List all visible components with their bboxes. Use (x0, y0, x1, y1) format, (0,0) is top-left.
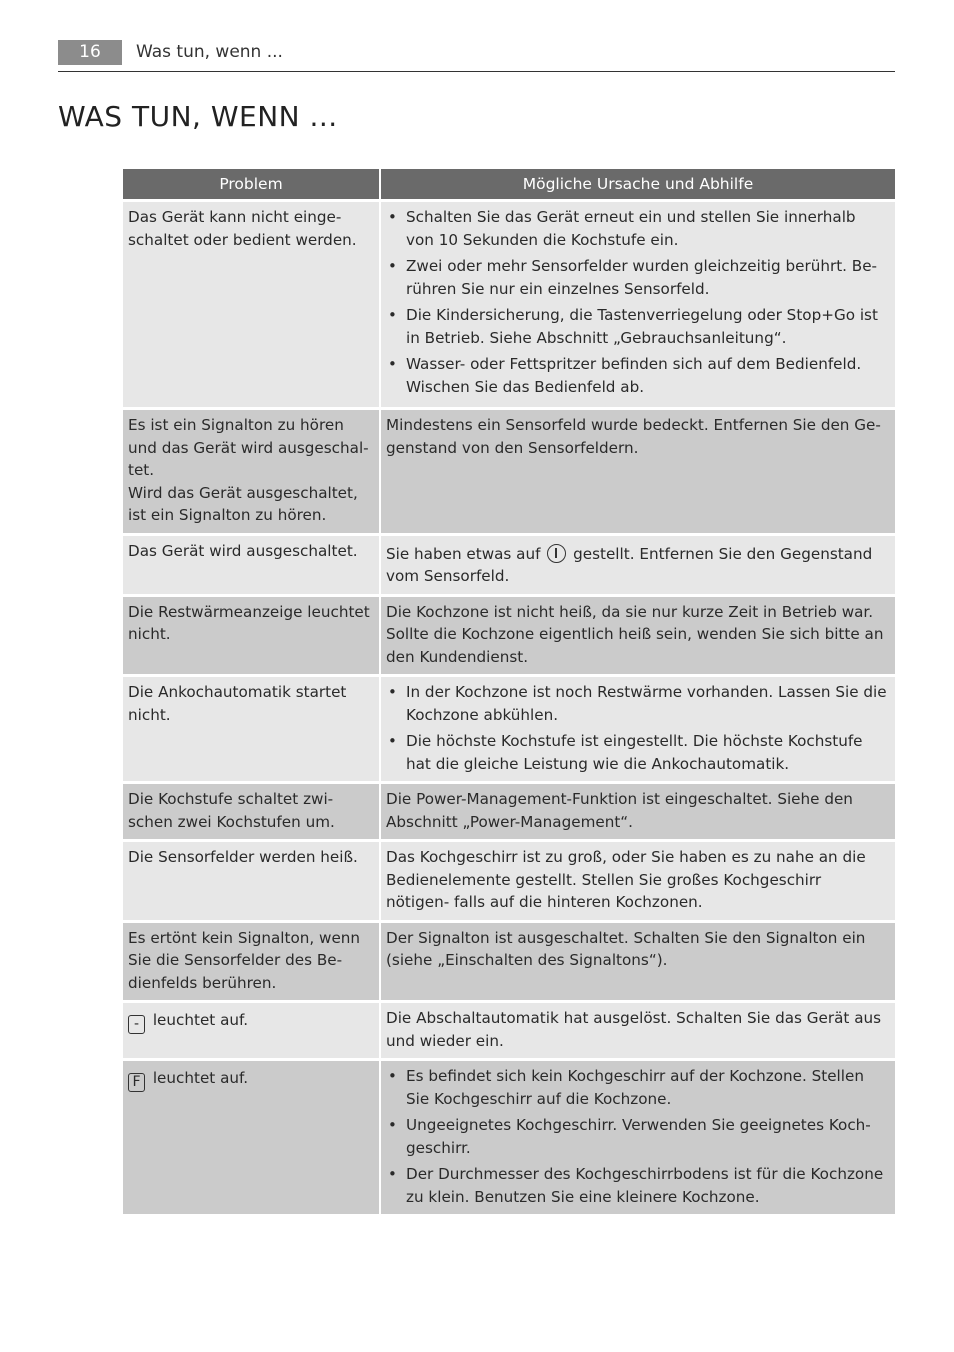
list-item: • Die Kindersicherung, die Tastenverriegelung oder Stop+Go ist in Betrieb. Siehe Abschnitt „Gebrauchsanleitung“. (386, 304, 887, 349)
list-item: • Der Durchmesser des Kochgeschirrbodens ist für die Kochzone zu klein. Benutzen Sie eine kleinere Kochzone. (386, 1163, 887, 1208)
solution-cell: Das Kochgeschirr ist zu groß, oder Sie haben es zu nahe an die Bedienelemente gestellt. Stellen Sie großes Kochgeschirr nötigen- falls auf die hinteren Kochzonen. (381, 842, 895, 920)
problem-text: leuchtet auf. (152, 1069, 249, 1087)
problem-line: Es ist ein Signalton zu hören und das Gerät wird ausgeschal- tet. (128, 416, 369, 479)
table-row (123, 1003, 895, 1058)
table-row (123, 923, 895, 1001)
list-item: • Zwei oder mehr Sensorfelder wurden gleichzeitig berührt. Be- rühren Sie nur ein einzelnes Sensorfeld. (386, 255, 887, 300)
problem-cell: Das Gerät wird ausgeschaltet. (123, 536, 379, 594)
solution-cell: Die Kochzone ist nicht heiß, da sie nur kurze Zeit in Betrieb war. Sollte die Kochzone eigentlich heiß sein, wenden Sie sich bitte an den Kundendienst. (381, 597, 895, 675)
list-item: • In der Kochzone ist noch Restwärme vorhanden. Lassen Sie die Kochzone abkühlen. (386, 681, 887, 726)
problem-cell: Die Kochstufe schaltet zwi- schen zwei Kochstufen um. (123, 784, 379, 839)
problem-cell (123, 1061, 379, 1214)
page-number: 16 (58, 40, 122, 65)
table-row (123, 202, 895, 407)
page-title: WAS TUN, WENN ... (58, 100, 338, 133)
list-item: • Schalten Sie das Gerät erneut ein und stellen Sie innerhalb von 10 Sekunden die Kochstufe ein. (386, 206, 887, 251)
dash-display-symbol: - (128, 1015, 145, 1034)
problem-text: leuchtet auf. (152, 1011, 249, 1029)
table-row (123, 597, 895, 675)
table-row (123, 677, 895, 781)
table-row (123, 410, 895, 533)
solution-cell (381, 677, 895, 781)
problem-cell: Das Gerät kann nicht einge- schaltet oder bedient werden. (123, 202, 379, 407)
solution-list (386, 1065, 887, 1208)
solution-cell: Die Abschaltautomatik hat ausgelöst. Schalten Sie das Gerät aus und wieder ein. (381, 1003, 895, 1058)
solution-text-after: gestellt. Entfernen Sie den Gegenstand vom Sensorfeld. (386, 544, 873, 585)
power-icon (547, 544, 566, 563)
solution-list (386, 206, 887, 398)
list-item: • Es befindet sich kein Kochgeschirr auf der Kochzone. Stellen Sie Kochgeschirr auf die Kochzone. (386, 1065, 887, 1110)
column-header-solution: Mögliche Ursache und Abhilfe (381, 169, 895, 199)
solution-cell: Die Power-Management-Funktion ist eingeschaltet. Siehe den Abschnitt „Power-Management“. (381, 784, 895, 839)
column-header-problem: Problem (123, 169, 379, 199)
f-display-symbol: F (128, 1073, 145, 1092)
table-row (123, 536, 895, 594)
list-item: • Wasser- oder Fettspritzer befinden sich auf dem Bedienfeld. Wischen Sie das Bedienfeld ab. (386, 353, 887, 398)
problem-cell: Die Ankochautomatik startet nicht. (123, 677, 379, 781)
table-row (123, 842, 895, 920)
problem-cell (123, 410, 379, 533)
problem-cell (123, 1003, 379, 1058)
problem-cell: Es ertönt kein Signalton, wenn Sie die Sensorfelder des Be- dienfelds berühren. (123, 923, 379, 1001)
troubleshooting-table (121, 166, 897, 1217)
table-header-row (123, 169, 895, 199)
solution-cell: Mindestens ein Sensorfeld wurde bedeckt. Entfernen Sie den Ge- genstand von den Sensorfeldern. (381, 410, 895, 533)
running-title: Was tun, wenn ... (136, 42, 283, 62)
solution-cell (381, 536, 895, 594)
list-item: • Ungeeignetes Kochgeschirr. Verwenden Sie geeignetes Koch- geschirr. (386, 1114, 887, 1159)
problem-line: Wird das Gerät ausgeschaltet, ist ein Signalton zu hören. (128, 483, 358, 524)
solution-text-before: Sie haben etwas auf (386, 544, 541, 563)
page-header (58, 40, 895, 72)
solution-list (386, 681, 887, 775)
table-row (123, 784, 895, 839)
table-row (123, 1061, 895, 1214)
problem-cell: Die Restwärmeanzeige leuchtet nicht. (123, 597, 379, 675)
solution-cell (381, 202, 895, 407)
list-item: • Die höchste Kochstufe ist eingestellt. Die höchste Kochstufe hat die gleiche Leistung wie die Ankochautomatik. (386, 730, 887, 775)
problem-cell: Die Sensorfelder werden heiß. (123, 842, 379, 920)
solution-cell: Der Signalton ist ausgeschaltet. Schalten Sie den Signalton ein (siehe „Einschalten des Signaltons“). (381, 923, 895, 1001)
solution-cell (381, 1061, 895, 1214)
